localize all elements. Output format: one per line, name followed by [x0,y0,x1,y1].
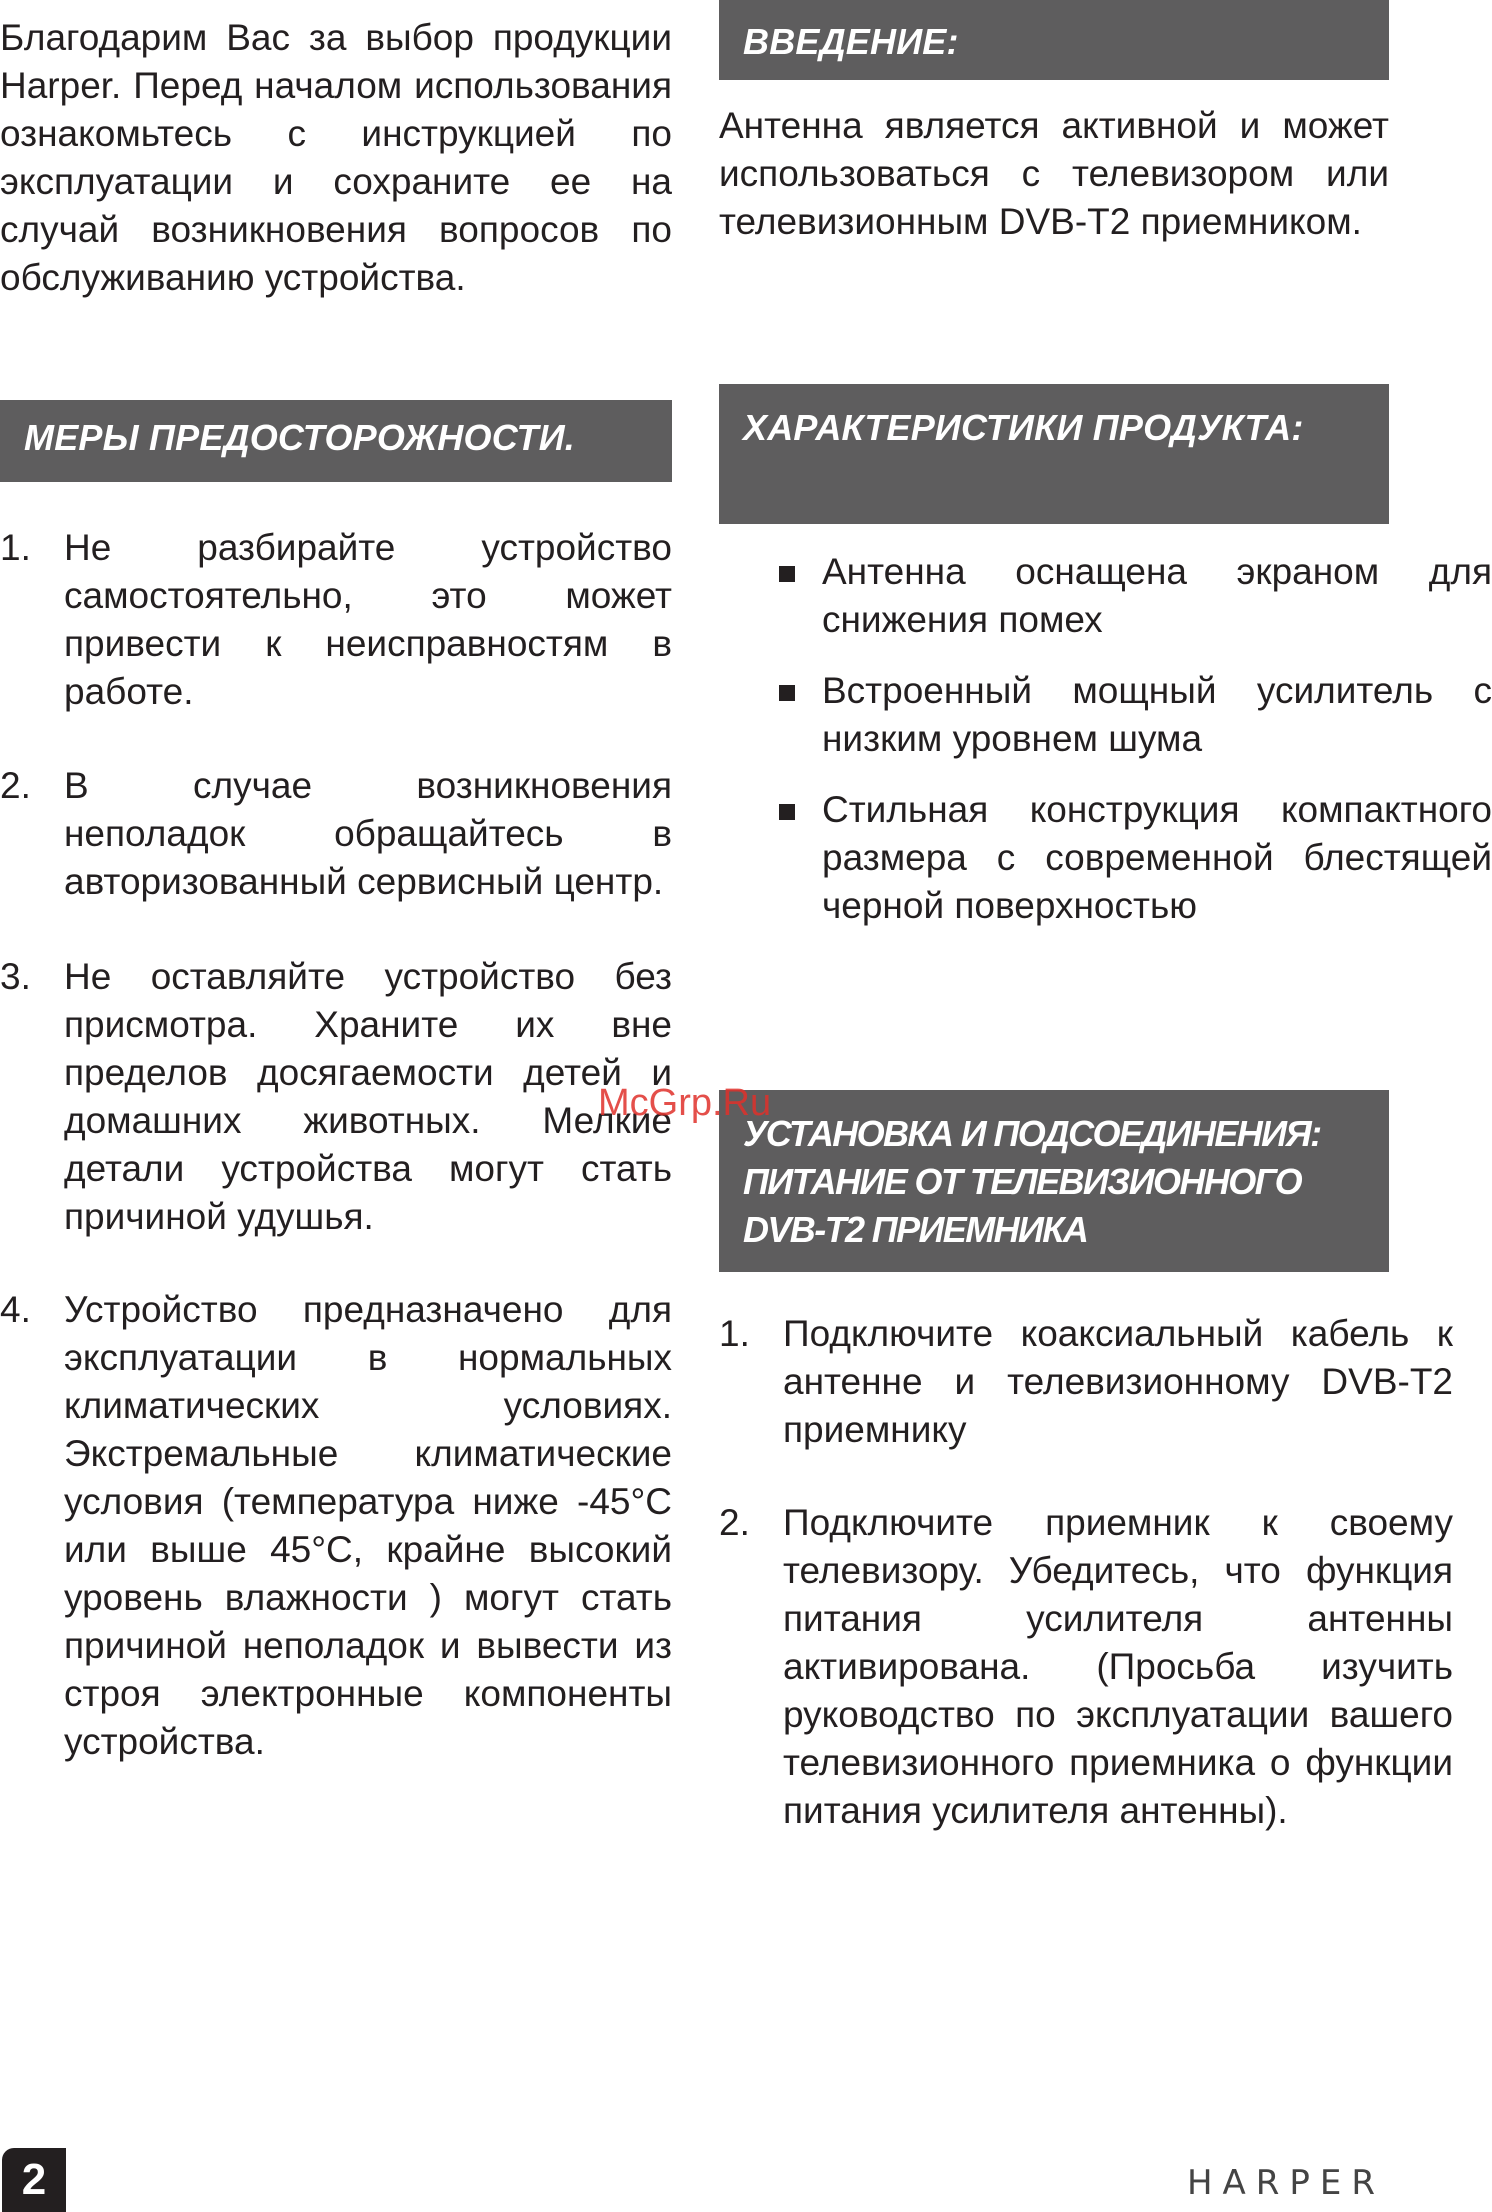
item-text: Стильная конструкция компактного размера с современной блестящей черной поверхностью [822,789,1492,926]
item-text: Не разбирайте устройство самостоятельно, это может привести к неисправностям в работе. [64,527,672,712]
item-number: 2. [719,1502,750,1543]
precautions-title: МЕРЫ ПРЕДОСТОРОЖНОСТИ. [24,417,576,458]
item-text: Антенна оснащена экраном для снижения помех [822,551,1492,640]
bullet-square-icon [779,566,795,582]
brand-logo: HARPER [1186,2163,1385,2203]
list-item [719,1310,1453,1454]
list-item [719,548,1492,644]
features-header [719,384,1389,524]
item-text: Встроенный мощный усилитель с низким уровнем шума [822,670,1492,759]
list-item [719,667,1492,763]
item-text: Устройство предназначено для эксплуатации в нормальных климатических условиях. Экстремальные климатические условия (температура ниже -45°C или выше 45°C, крайне высокий уровень влажности ) могут стать причиной неполадок и вывести из строя электронные компоненты устройства. [64,1289,672,1762]
introduction-header [719,0,1389,80]
item-text: Подключите коаксиальный кабель к антенне и телевизионному DVB-T2 приемнику [783,1313,1453,1450]
list-item [0,524,672,716]
item-number: 1. [0,527,31,568]
introduction-paragraph: Антенна является активной и может использоваться с телевизором или телевизионным DVB-T2 приемником. [719,105,1389,242]
features-title: ХАРАКТЕРИСТИКИ ПРОДУКТА: [743,407,1304,448]
watermark-text: McGrp.Ru [598,1082,772,1124]
precautions-header [0,400,672,482]
list-item [0,1286,672,1766]
list-item [719,786,1492,930]
item-number: 1. [719,1313,750,1354]
list-item [0,953,672,1241]
item-text: Не оставляйте устройство без присмотра. Храните их вне пределов досягаемости детей и домашних животных. Мелкие детали устройства могут стать причиной удушья. [64,956,672,1237]
list-item [0,762,672,906]
item-text: Подключите приемник к своему телевизору. Убедитесь, что функция питания усилителя антенны активирована. (Просьба изучить руководство по эксплуатации вашего телевизионного приемника о функции питания усилителя антенны). [783,1502,1453,1831]
installation-header [719,1090,1389,1272]
item-number: 4. [0,1289,31,1330]
installation-title: УСТАНОВКА И ПОДСОЕДИНЕНИЯ: ПИТАНИЕ ОТ ТЕЛЕВИЗИОННОГО DVB-T2 ПРИЕМНИКА [743,1113,1321,1250]
item-text: В случае возникновения неполадок обращайтесь в авторизованный сервисный центр. [64,765,672,902]
item-number: 2. [0,765,31,806]
bullet-square-icon [779,685,795,701]
item-number: 3. [0,956,31,997]
list-item [719,1499,1453,1835]
page-number: 2 [2,2148,66,2212]
introduction-title: ВВЕДЕНИЕ: [743,21,959,62]
intro-paragraph: Благодарим Вас за выбор продукции Harper. Перед началом использования ознакомьтесь с инструкцией по эксплуатации и сохраните ее на случай возникновения вопросов по обслуживанию устройства. [0,17,672,298]
bullet-square-icon [779,804,795,820]
